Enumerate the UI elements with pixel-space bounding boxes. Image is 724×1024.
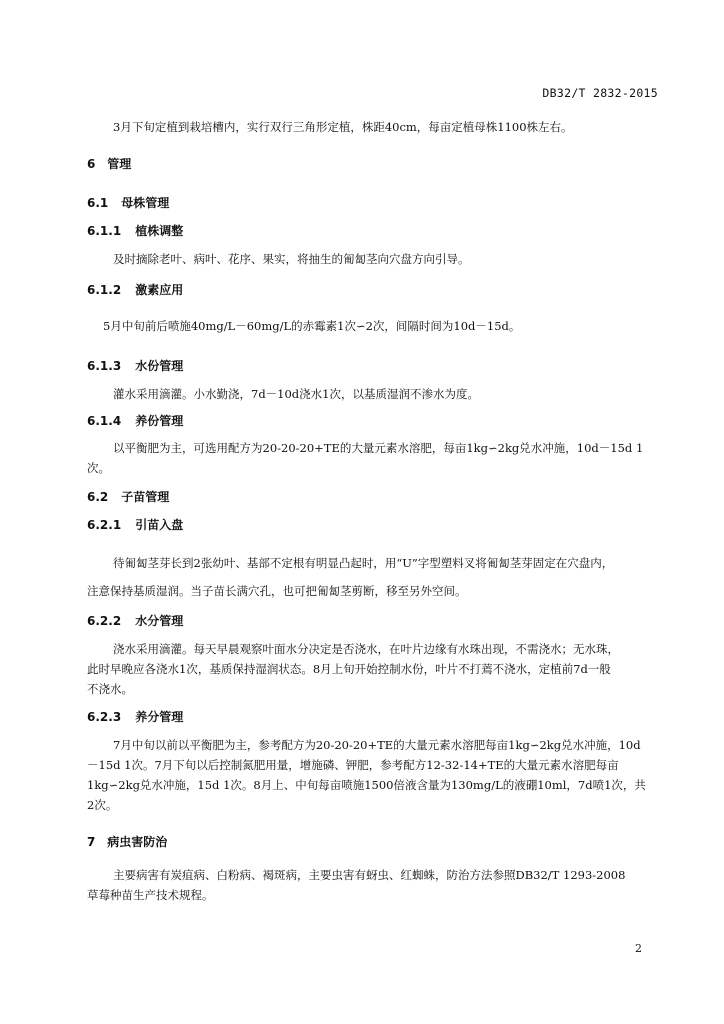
section-title: 管理 (107, 157, 132, 171)
section-number: 6.1.3 (87, 359, 122, 373)
section-number: 6.2.2 (87, 614, 122, 628)
section-6-1-4-line-1: 以平衡肥为主，可选用配方为20-20-20+TE的大量元素水溶肥，每亩1kg∽2kg兑水冲施，10d－15d 1 (113, 441, 644, 455)
section-number: 6 (87, 157, 96, 171)
section-7-line-1: 主要病害有炭疽病、白粉病、褐斑病，主要虫害有蚜虫、红蜘蛛，防治方法参照DB32/T 1293-2008 (113, 868, 626, 882)
section-6-1-3-heading (87, 357, 183, 374)
section-6-2-heading (87, 488, 169, 505)
section-6-1-1-text: 及时摘除老叶、病叶、花序、果实，将抽生的匍匐茎向穴盘方向引导。 (113, 252, 470, 266)
section-6-1-3-text: 灌水采用滴灌。小水勤浇，7d－10d浇水1次，以基质湿润不渗水为度。 (113, 387, 479, 401)
section-title: 植株调整 (135, 224, 184, 238)
section-6-2-3-line-3: 1kg∽2kg兑水冲施，15d 1次。8月上、中旬每亩喷施1500倍液含量为130mg/L的液硼10ml，7d喷1次，共 (87, 778, 646, 792)
section-6-1-2-text: 5月中旬前后喷施40mg/L－60mg/L的赤霉素1次∽2次，间隔时间为10d－15d。 (103, 319, 521, 333)
section-title: 水分管理 (135, 614, 184, 628)
section-title: 养分管理 (135, 710, 184, 724)
section-6-heading (87, 155, 131, 172)
section-title: 引苗入盘 (135, 518, 184, 532)
section-title: 水份管理 (135, 359, 184, 373)
section-6-2-3-line-1: 7月中旬以前以平衡肥为主，参考配方为20-20-20+TE的大量元素水溶肥每亩1kg∽2kg兑水冲施，10d (113, 738, 641, 752)
section-6-2-1-line-1: 待匍匐茎芽长到2张幼叶、基部不定根有明显凸起时，用“U”字型塑料叉将匍匐茎芽固定在穴盘内， (113, 556, 614, 570)
section-6-2-2-line-2: 此时早晚应各浇水1次，基质保持湿润状态。8月上旬开始控制水份，叶片不打蔫不浇水，定植前7d一般 (87, 662, 611, 676)
section-6-2-3-line-4: 2次。 (87, 798, 118, 812)
section-6-2-3-heading (87, 708, 183, 725)
section-6-1-4-heading (87, 412, 183, 429)
standard-code: DB32/T 2832-2015 (542, 86, 658, 100)
section-title: 养份管理 (135, 414, 184, 428)
section-6-2-2-line-1: 浇水采用滴灌。每天早晨观察叶面水分决定是否浇水，在叶片边缘有水珠出现，不需浇水；无水珠， (113, 642, 619, 656)
section-title: 激素应用 (135, 283, 184, 297)
section-number: 6.2.1 (87, 518, 122, 532)
section-number: 7 (87, 835, 96, 849)
section-number: 6.2 (87, 490, 109, 504)
section-7-heading (87, 833, 167, 850)
section-number: 6.2.3 (87, 710, 122, 724)
section-number: 6.1.1 (87, 224, 122, 238)
page-number: 2 (635, 942, 642, 955)
intro-paragraph: 3月下旬定植到栽培槽内，实行双行三角形定植，株距40cm，每亩定植母株1100株左右。 (113, 120, 573, 134)
section-6-2-1-line-2: 注意保持基质湿润。当子苗长满穴孔，也可把匍匐茎剪断，移至另外空间。 (87, 584, 467, 598)
section-6-2-1-heading (87, 516, 183, 533)
section-7-line-2: 草莓种苗生产技术规程。 (87, 888, 214, 902)
section-6-1-1-heading (87, 222, 183, 239)
section-number: 6.1.4 (87, 414, 122, 428)
section-title: 子苗管理 (121, 490, 170, 504)
section-6-1-2-heading (87, 281, 183, 298)
section-title: 母株管理 (121, 196, 170, 210)
section-number: 6.1 (87, 196, 109, 210)
section-6-1-heading (87, 194, 169, 211)
section-6-2-3-line-2: －15d 1次。7月下旬以后控制氮肥用量，增施磷、钾肥，参考配方12-32-14+TE的大量元素水溶肥每亩 (87, 758, 619, 772)
section-6-1-4-line-2: 次。 (87, 461, 110, 475)
section-6-2-2-heading (87, 612, 183, 629)
section-title: 病虫害防治 (107, 835, 168, 849)
section-6-2-2-line-3: 不浇水。 (87, 682, 133, 696)
section-number: 6.1.2 (87, 283, 122, 297)
